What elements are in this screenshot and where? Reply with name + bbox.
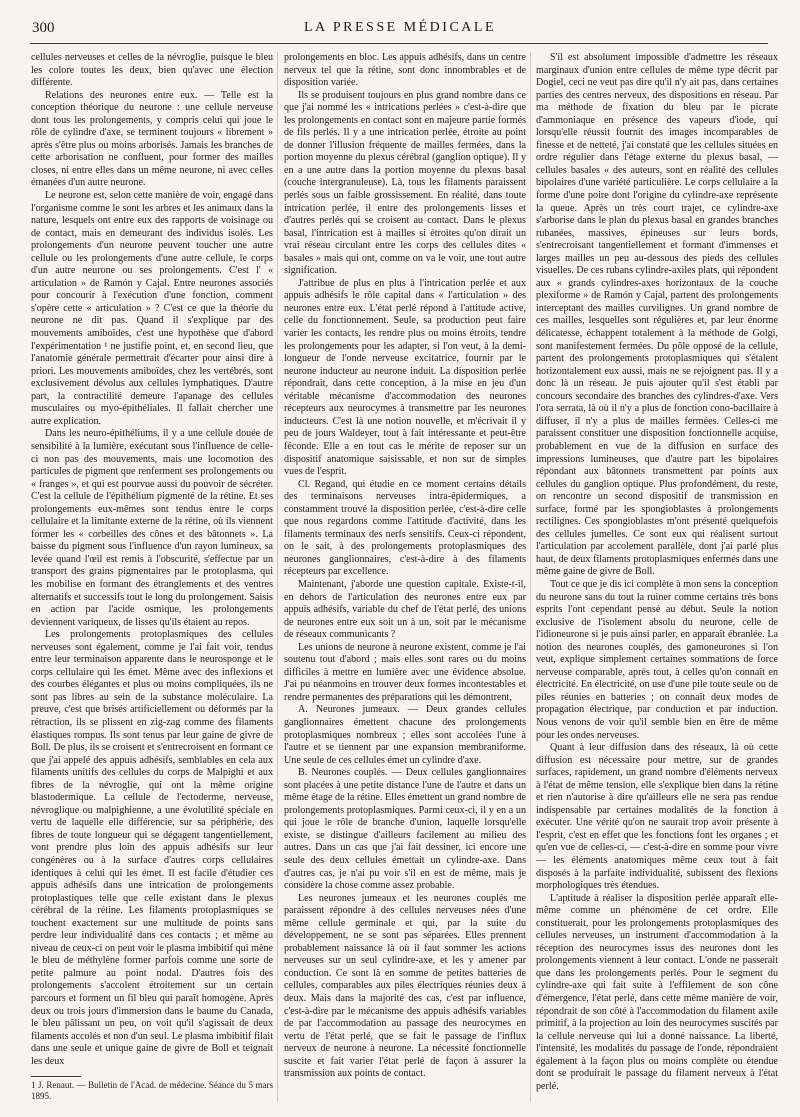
paragraph: L'aptitude à réaliser la disposition perlée apparaît elle-même comme un phénomène de cet ordre. Elle constituerait, pour les prolongements protoplasmiques des cellules nerveuses, un instrument d'accommodation à la réception des neurocymes issus des neurones dont les prolongements viennent à leur contact. L'onde ne passerait que dans les prolongements perlés. Pour le segment du cylindre-axe qui fait suite à l'effilement de son cône d'émergence, l'état perlé, dans cette même manière de voir, répondrait de son côté à l'accommodation du filament axile primitif, à la projection au loin des neurocymes suscités par la cellule nerveuse qui lui a donné naissance. La liberté, l'intensité, les modalités du passage de l'onde, répondraient également à la façon plus ou moins complète ou étendue dont se produirait le passage du filament nerveux à l'état perlé.: [536, 892, 778, 1092]
paragraph: A. Neurones jumeaux. — Deux grandes cellules ganglionnaires émettent chacune des prolongements protoplasmiques nombreux ; elles sont accolées l'une à l'autre et se tiennent par une expansion membraniforme. Une seule de ces cellules émet un cylindre d'axe.: [284, 704, 526, 766]
paragraph: B. Neurones couplés. — Deux cellules ganglionnaires sont placées à une petite distance l'une de l'autre et dans un même étage de la rétine. Elles émettent un grand nombre de prolongements protoplasmiques. Parmi ceux-ci, il y en a un qui joue le rôle de branche d'union, laquelle lorsqu'elle existe, se distingue d'ailleurs facilement au milieu des autres. Dans un cas que j'ai fait dessiner, ici encore une seule des deux cellules émettait un cylindre-axe. Dans d'autres cas, je n'ai pu voir s'il en est de même, mais je considère la chose comme assez probable.: [284, 767, 526, 892]
paragraph: Cl. Regaud, qui étudie en ce moment certains détails des terminaisons nerveuses intra-épidermiques, a constamment trouvé la disposition perlée, c'est-à-dire celle que nous regardons comme l'attitude d'activité, dans les filaments terminaux des nerfs sensitifs. Ceux-ci répondent, on le sait, à des prolongements protoplasmiques des neurones ganglionnaires, c'est-à-dire à des filaments récepteurs par excellence.: [284, 478, 526, 578]
page-header: [20, 20, 780, 42]
text-column-2: [284, 52, 531, 1102]
paragraph: prolongements en bloc. Les appuis adhésifs, dans un centre nerveux tel que la rétine, sont donc innombrables et de disposition variée.: [284, 52, 526, 89]
paragraph: J'attribue de plus en plus à l'intrication perlée et aux appuis adhésifs le rôle capital dans « l'articulation » des neurones entre eux. L'état perlé répond à l'attitude active, celle du fonctionnement. Seule, sa production peut faire varier les contacts, les rendre plus ou moins étroits, tendre les prolongements pour les adapter, si l'on veut, à la demi-longueur de l'onde nerveuse excitatrice, fournir par le neurone inducteur au neurone induit. La disposition perlée répondrait, dans cette conception, à la mise en jeu d'un véritable mécanisme d'accommodation des neurones récepteurs aux neurocymes à transmettre par les neurones inducteurs. C'est là une notion nouvelle, et m'écrivait il y peu de jours Waldeyer, tout à fait intéressante et peut-être féconde. Elle a en tout cas le mérite de reposer sur un dispositif anatomique saisissable, et non sur de simples vues de l'esprit.: [284, 277, 526, 478]
paragraph: Dans les neuro-épithéliums, il y a une cellule douée de sensibilité à la lumière, exécutant sous l'influence de celle-ci non pas des mouvements, mais une locomotion des particules de pigment que renferment ses prolongements ou « franges », et qui est pourvue aussi du pouvoir de sécréter. C'est la cellule de l'épithélium pigmenté de la rétine. Et ses prolongements eux-mêmes sont tendus entre le corps cellulaire et la limitante externe de la rétine, où ils viennent former les « corbeilles des cônes et des bâtonnets ». La baisse du pigment sous l'influence d'un rayon lumineux, sa levée quand l'œil est remis à l'obscurité, s'effectue par un transport des grains pigmentaires par le protoplasma, qui les mobilise en formant des étranglements et des ventres alternatifs et successifs tout le long du prolongement. Saisis en action par l'acide osmique, les prolongements deviennent variqueux, de lisses qu'ils étaient au repos.: [31, 428, 273, 628]
paragraph: Maintenant, j'aborde une question capitale. Existe-t-il, en dehors de l'articulation des neurones entre eux par appuis adhésifs, variable du chef de l'état perlé, des unions de neurones entre eux soit un à un, soit par le mécanisme de réseaux communicants ?: [284, 578, 526, 641]
paragraph: Ils se produisent toujours en plus grand nombre dans ce que j'ai nommé les « intrications perlées » c'est-à-dire que les prolongements en contact sont en majeure partie formés de fils perlés. Il y a une intrication perlée, étroite au point de donner l'illusion fréquente de mailles fermées, dans la portion moyenne du plexus cérébral (ganglion optique). Il y en a une autre dans la portion moyenne du plexus basal (couche intergranuleuse). Là, tous les filaments paraissent perlés sous un faible grossissement. En réalité, dans toute intrication perlée, il entre des prolongements lisses et d'autres perlés qui se croisent au contact. Dans le plexus basal, l'intrication est à mailles si étroites qu'on dirait un vrai réseau circulant entre les corps des cellules dites « basales » mais qui ont, comme on va le voir, une tout autre signification.: [284, 89, 526, 277]
paragraph: Les unions de neurone à neurone existent, comme je l'ai soutenu tout d'abord ; mais elles sont rares ou du moins difficiles à mettre en lumière avec une évidence absolue. J'ai pu néanmoins en trouver deux formes incontestables et rendre permanentes des préparations qui les démontrent,: [284, 641, 526, 703]
paragraph: Les neurones jumeaux et les neurones couplés me paraissent répondre à des cellules nerveuses nées d'une même cellule germinale et qui, par la suite du développement, ne se sont pas séparées. Elles prennent probablement naissance là où il faut sommer les actions nerveuses sur un seul cylindre-axe, et les y amener par conduction. Ce sont là en somme de petites batteries de cellules, comparables aux piles électriques réunies deux à deux. Mais dans la majorité des cas, c'est par influence, c'est-à-dire par le mécanisme des appuis adhésifs variables de par l'accommodation au passage des neurocymes en vertu de l'état perlé, que se fait le passage de l'influx nerveux de neurone à neurone. La nécessité fonctionnelle suscite et fait varier l'état perlé de façon à assurer la transmission aux points de contact.: [284, 892, 526, 1080]
paragraph: Quant à leur diffusion dans des réseaux, là où cette diffusion est nécessaire pour mettre, sur de grandes surfaces, rapidement, un grand nombre d'éléments nerveux à l'état de même tension, elle s'explique bien dans la rétine et rien n'autorise à dire qu'ailleurs elle ne sera pas rendue indispensable par certaines modalités de la fonction à exécuter. Une vérité qu'on ne saurait trop avoir présente à l'esprit, c'est en effet que les fonctions font les organes ; et qu'en vue de celles-ci, — c'est-à-dire en somme pour vivre — les éléments anatomiques même ceux tout à fait disposés à la parfaite individualité, subissent des flexions morphologiques très étendues.: [536, 742, 778, 892]
text-column-1: [31, 52, 278, 1102]
paragraph: S'il est absolument impossible d'admettre les réseaux marginaux d'union entre cellules de même type décrit par Dogiel, ceci ne veut pas dire qu'il n'y ait pas, dans certaines parties des centres nerveux, des dispositions en réseau. Par ma méthode de fixation du bleu par le picrate d'ammoniaque en présence des vapeurs d'iode, qui lorsqu'elle réussit fournit des images incomparables de finesse et de netteté, j'ai constaté que les cellules situées en ordre régulier dans l'étage externe du plexus basal, — cellules basales « des auteurs, sont en réalité des cellules bipolaires d'une variété particulière. Le corps cellulaire a la forme d'une poire dont l'origine du cylindre-axe représente la queue. Après un très court trajet, ce cylindre-axe s'arborise dans le plan du plexus basal en grandes branches rubanées, massives, épineuses sur leurs bords, s'entrecroisant tangentiellement et formant d'immenses et larges mailles un peu au-dessous des pieds des cellules visuelles. De ces rubans cylindre-axiles plats, qui répondent aux « grands cylindres-axes horizontaux de la couche plexiforme » de Ramón y Cajal, partent des prolongements interceptant des mailles curvilignes. Un grand nombre de ces mailles, lesquelles sont régulières et, par leur énorme délicatesse, échappent totalement à la méthode de Golgi, sont manifestement fermées. Du pôle opposé de la cellule, partent des prolongements protoplasmiques qui s'étalent horizontalement eux aussi, mais ne se rejoignent pas. Il y a donc là un réseau. Je puis ajouter qu'il s'est établi par concours secondaire des branches des cylindres-d'axe. Vers l'ora serrata, là où il n'y a plus de fonction cono-bacillaire à diffuser, il n'y a plus de mailles fermées. Celles-ci me paraissent constituer une disposition fonctionnelle acquise, probablement en vue de la diffusion en surface des impressions lumineuses, que d'autre part les bipolaires répondant aux bâtonnets transmettent par points aux cellules du ganglion optique. Plus profondément, du reste, on rencontre un second dispositif de transmission en surface, formé par les spongioblastes à prolongements rectilignes. Ces spongioblastes m'ont présenté quelquefois des cellules jumelles. Ce sont eux qui réalisent surtout l'articulation par accolement parallèle, dont j'ai parlé plus haut, de deux filaments protoplasmiques enfermés dans une même gaine de givre de Boll.: [536, 52, 778, 578]
footnote: 1 J. Renaut. — Bulletin de l'Acad. de médecine. Séance du 5 mars 1895.: [31, 1080, 273, 1102]
text-column-3: [536, 52, 778, 1102]
paragraph: Tout ce que je dis ici complète à mon sens la conception du neurone sans du tout la ruiner comme certains très bons esprits l'ont cependant pensé au début. Seule la notion exclusive de l'isolement absolu du neurone, celle de l'idioneurone si je puis ainsi parler, en apparaît ébranlée. La notion des neurones couplés, des gamoneurones si l'on veut, explique simplement certaines sommations de force nerveuse comparable, après tout, à celles qu'on connaît en électricité. En électricité, on use d'une pile toute seule ou de piles réunies en batteries ; on connaît deux modes de propagation électrique, par conduction et par induction. Nous venons de voir qu'il semble bien en être de même pour les ondes nerveuses.: [536, 578, 778, 741]
paragraph: Relations des neurones entre eux. — Telle est la conception théorique du neurone : une cellule nerveuse dont tous les prolongements, y compris celui qui joue le rôle de cylindre d'axe, se terminent toujours « librement » après s'être plus ou moins arborisés. Jamais les branches de cette arborisation ne confluent, pour former des mailles closes, ni entre elles dans un même neurone, ni avec celles émanées d'un autre neurone.: [31, 89, 273, 189]
footnote-rule: [31, 1076, 81, 1077]
page-number: 300: [32, 20, 55, 36]
paragraph: cellules nerveuses et celles de la névroglie, puisque le bleu les colore toutes les deux, bien qu'avec une élection différente.: [31, 52, 273, 89]
paragraph: Les prolongements protoplasmiques des cellules nerveuses sont également, comme je l'ai fait voir, tendus entre leur terminaison apparente dans le neurosponge et le corps cellulaire qui les émet. Même avec des inflexions et des courbes élégantes et plus ou moins compliquées, ils ne sont pas libres au sein de la substance moléculaire. La preuve, c'est que brisés artificiellement ou déformés par la rétraction, ils se plissent en zig-zag comme des filaments élastiques rompus. Ils sont tenus par leur gaine de givre de Boll. De plus, ils se croisent et s'entrecroisent en formant ce que j'ai appelé des appuis adhésifs, semblables en cela aux filaments unitifs des cellules du corps de Malpighi et aux fibres de la névroglie, qui ont la même origine blastodermique. La cellule de l'ectoderme, nerveuse, névroglique ou malpighienne, a une évolutilité spéciale en vertu de laquelle elle différencie, sur sa périphérie, des fibres de toute longueur qui se dégagent tangentiellement, vont prendre plus loin des appuis adhésifs sur leur congénères ou à la surface d'autres corps cellulaires identiques à celui qui les émet. Il est facile d'étudier ces appuis adhésifs dans une intrication de prolongements protoplastiques telle que celle existant dans le plexus cérébral de la rétine. Les filaments protoplasmiques se touchent exactement sur une multitude de points sans perdre leur individualité dans ces contacts ; et même au niveau de ceux-ci on peut voir le plasma imbibitif qui mène le bleu de méthylène former parfois comme une sorte de petite palmure au point nodal. D'autres fois des prolongements s'accolent étroitement sur un certain parcours et forment un fil bleu qui paraît homogène. Après deux ou trois jours d'immersion dans le baume du Canada, le bleu pâlissant un peu, on voit qu'il s'agissait de deux filaments accolés et non d'un seul. Le plasma imbibitif filait dans une seule et unique gaine de givre de Boll et teignait les deux: [31, 629, 273, 1067]
journal-title: LA PRESSE MÉDICALE: [303, 20, 496, 35]
paragraph: Le neurone est, selon cette manière de voir, engagé dans l'organisme comme le sont les arbres et les animaux dans la nature, lesquels ont entre eux des rapports de voisinage ou de contact, mais en demeurant des individus isolés. Les prolongements d'un neurone peuvent toucher une autre cellule ou les prolongements d'une autre cellule, le corps d'un autre neurone ou ses prolongements. C'est l' « articulation » de Ramón y Cajal. Entre neurones associés pour concourir à l'exécution d'une fonction, comment s'opère cette « articulation » ? C'est ce que la théorie du neurone ne dit pas. Quand il s'explique par des mouvements amiboïdes, c'est une hypothèse que d'abord l'expérimentation ¹ ne justifie point, et, en second lieu, que l'anatomie générale permettrait d'écarter pour ainsi dire à priori. Les mouvements amiboïdes, chez les vertébrés, sont exclusivement dévolus aux cellules lymphatiques. D'autre part, la contractilité demeure l'apanage des cellules musculaires ou myo-épithéliales. Il fallait chercher une autre explication.: [31, 190, 273, 427]
header-rule: [30, 43, 768, 44]
